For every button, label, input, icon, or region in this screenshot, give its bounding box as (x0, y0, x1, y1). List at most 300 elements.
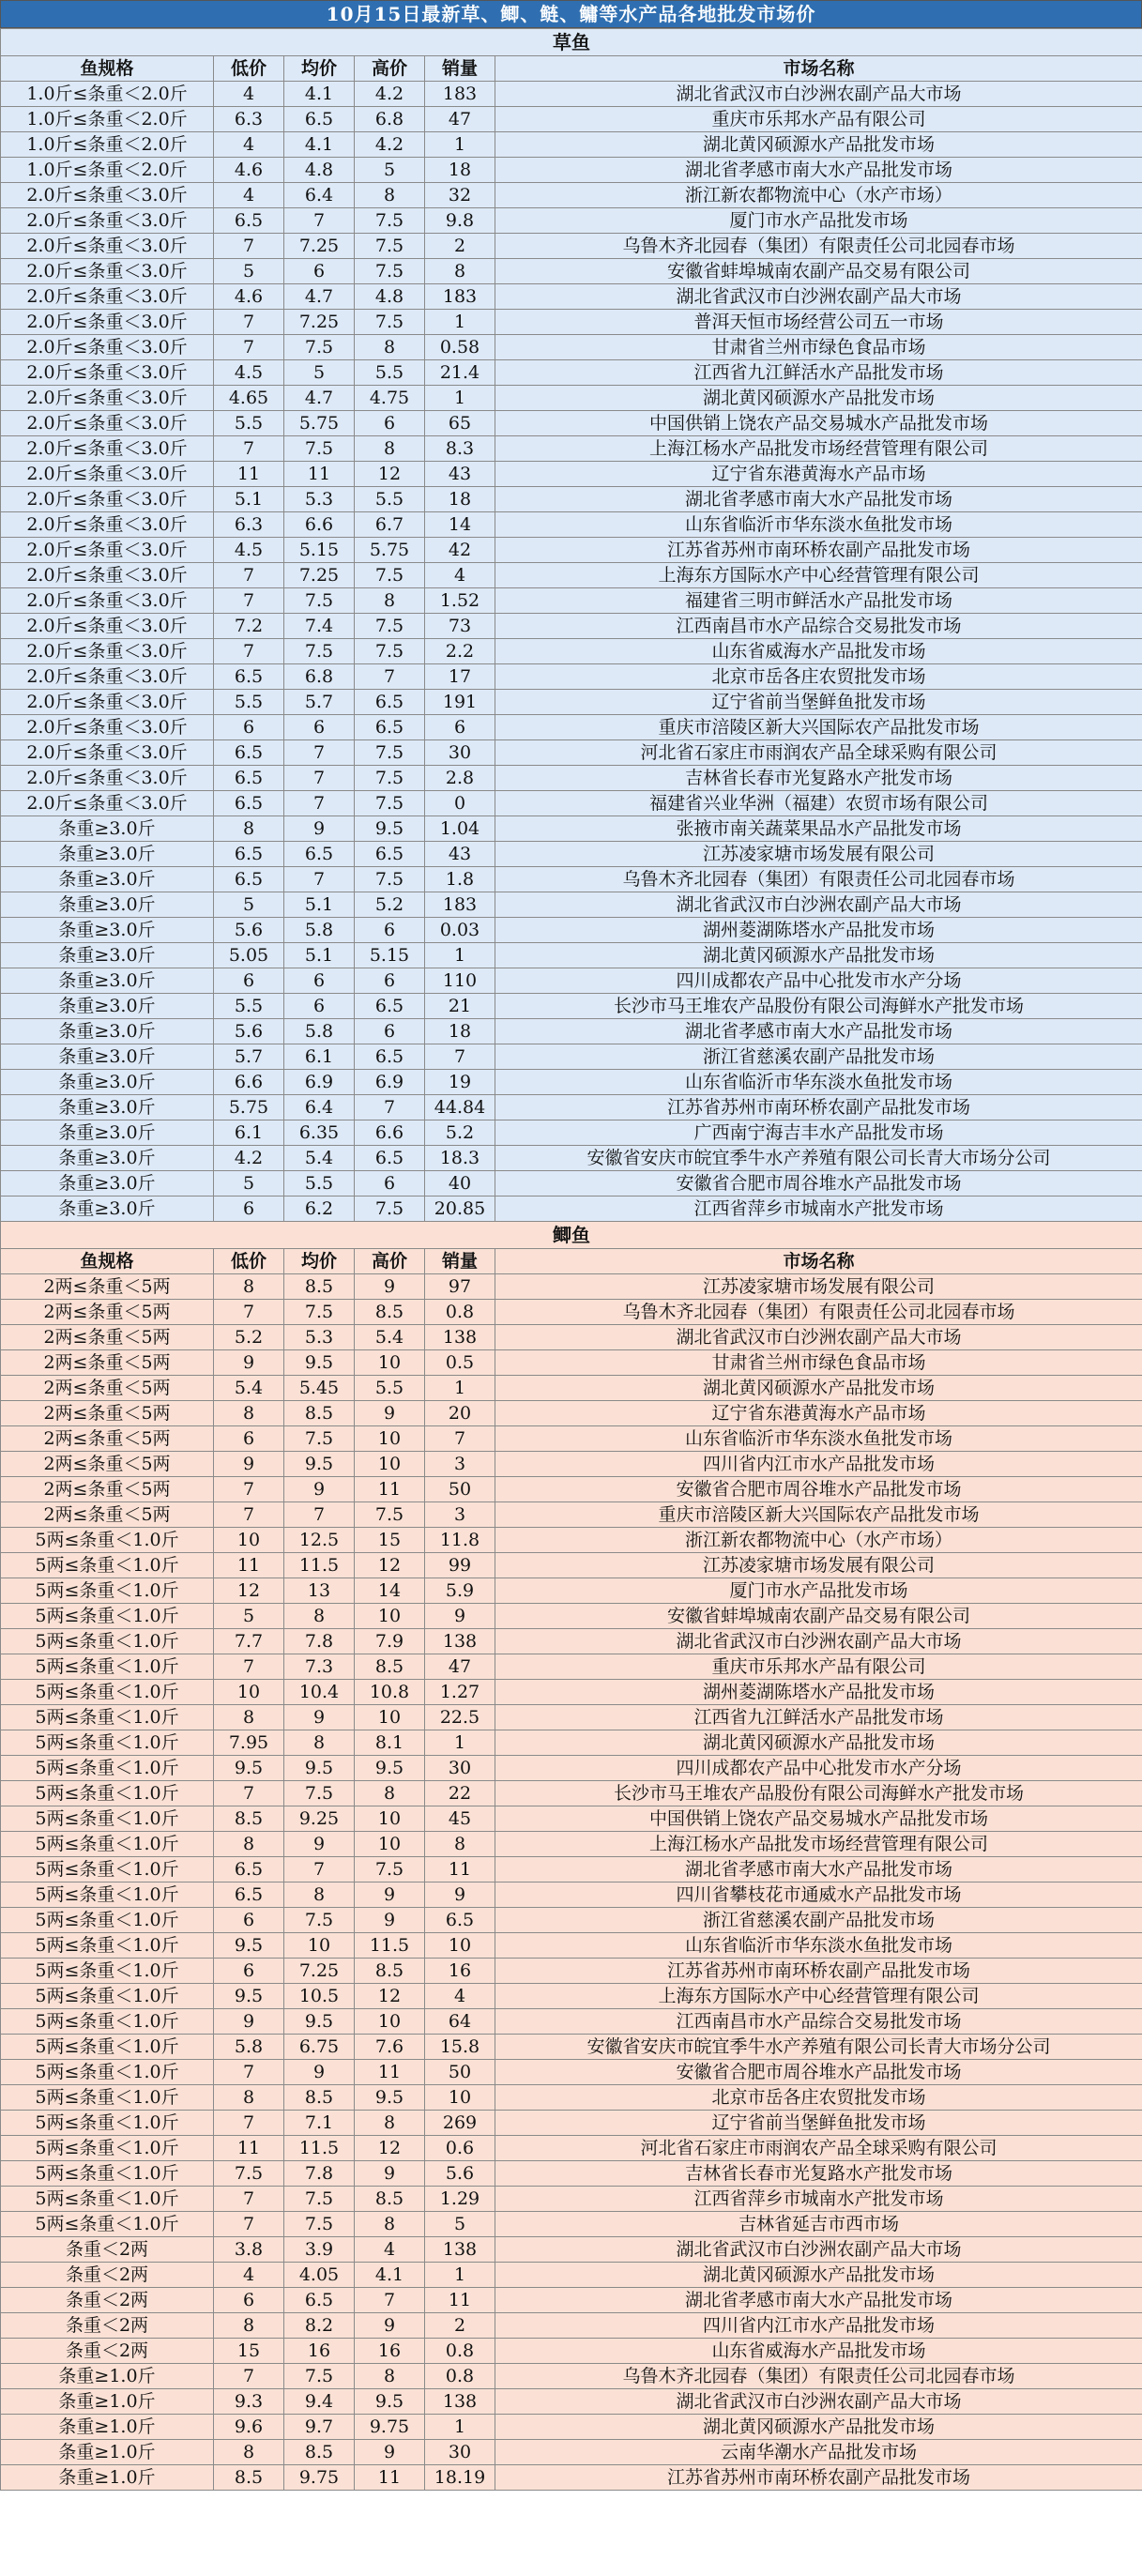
cell-market-name: 普洱天恒市场经营公司五一市场 (495, 310, 1142, 335)
cell-avg-price: 7.5 (284, 2187, 355, 2212)
cell-high-price: 8 (355, 1781, 425, 1806)
table-row (1, 1553, 1142, 1578)
cell-spec: 5两≤条重＜1.0斤 (1, 1781, 214, 1806)
cell-high-price: 7.5 (355, 234, 425, 259)
cell-spec: 5两≤条重＜1.0斤 (1, 1882, 214, 1908)
table-row (1, 462, 1142, 487)
cell-high-price: 9 (355, 2440, 425, 2465)
cell-avg-price: 5.7 (284, 690, 355, 715)
table-row (1, 1325, 1142, 1350)
cell-volume: 17 (425, 664, 495, 690)
cell-market-name: 江苏省苏州市南环桥农副产品批发市场 (495, 2465, 1142, 2491)
cell-high-price: 6.5 (355, 1044, 425, 1070)
cell-high-price: 7 (355, 2288, 425, 2313)
cell-avg-price: 7.3 (284, 1654, 355, 1680)
cell-market-name: 上海江杨水产品批发市场经营管理有限公司 (495, 436, 1142, 462)
table-row (1, 563, 1142, 588)
cell-spec: 5两≤条重＜1.0斤 (1, 1984, 214, 2009)
cell-high-price: 11.5 (355, 1933, 425, 1959)
table-row (1, 512, 1142, 538)
cell-volume: 30 (425, 1756, 495, 1781)
cell-low-price: 10 (214, 1528, 284, 1553)
cell-high-price: 7.9 (355, 1629, 425, 1654)
cell-high-price: 8 (355, 335, 425, 360)
cell-high-price: 5.2 (355, 892, 425, 918)
cell-volume: 19 (425, 1070, 495, 1095)
cell-market-name: 湖北省武汉市白沙洲农副产品大市场 (495, 2237, 1142, 2263)
cell-market-name: 中国供销上饶农产品交易城水产品批发市场 (495, 411, 1142, 436)
cell-low-price: 5.5 (214, 994, 284, 1019)
section-header (1, 29, 1142, 56)
cell-spec: 5两≤条重＜1.0斤 (1, 2060, 214, 2085)
table-row (1, 82, 1142, 107)
column-header-low-price: 低价 (214, 1249, 284, 1274)
table-row (1, 1095, 1142, 1120)
cell-spec: 条重≥3.0斤 (1, 1095, 214, 1120)
cell-low-price: 4.2 (214, 1146, 284, 1171)
cell-avg-price: 5 (284, 360, 355, 386)
column-header-spec: 鱼规格 (1, 56, 214, 82)
table-row (1, 1300, 1142, 1325)
cell-low-price: 7 (214, 234, 284, 259)
cell-volume: 0.8 (425, 1300, 495, 1325)
cell-avg-price: 6.5 (284, 107, 355, 132)
table-row (1, 1882, 1142, 1908)
cell-high-price: 9.5 (355, 1756, 425, 1781)
cell-high-price: 8 (355, 436, 425, 462)
cell-market-name: 江西南昌市水产品综合交易批发市场 (495, 614, 1142, 639)
cell-spec: 2.0斤≤条重＜3.0斤 (1, 639, 214, 664)
cell-spec: 1.0斤≤条重＜2.0斤 (1, 82, 214, 107)
cell-market-name: 中国供销上饶农产品交易城水产品批发市场 (495, 1806, 1142, 1832)
cell-low-price: 4.6 (214, 158, 284, 183)
cell-high-price: 12 (355, 2136, 425, 2161)
cell-avg-price: 9.4 (284, 2389, 355, 2415)
cell-spec: 2.0斤≤条重＜3.0斤 (1, 462, 214, 487)
table-row (1, 892, 1142, 918)
cell-volume: 138 (425, 1629, 495, 1654)
cell-spec: 2两≤条重＜5两 (1, 1274, 214, 1300)
cell-avg-price: 7.5 (284, 1908, 355, 1933)
table-row (1, 208, 1142, 234)
cell-spec: 2两≤条重＜5两 (1, 1502, 214, 1528)
cell-avg-price: 6.2 (284, 1197, 355, 1222)
cell-low-price: 4 (214, 183, 284, 208)
cell-volume: 44.84 (425, 1095, 495, 1120)
cell-avg-price: 9.25 (284, 1806, 355, 1832)
cell-volume: 18 (425, 487, 495, 512)
cell-spec: 2两≤条重＜5两 (1, 1477, 214, 1502)
cell-volume: 8 (425, 1832, 495, 1857)
cell-market-name: 福建省三明市鲜活水产品批发市场 (495, 588, 1142, 614)
cell-high-price: 10.8 (355, 1680, 425, 1705)
cell-market-name: 湖北黄冈硕源水产品批发市场 (495, 1376, 1142, 1401)
cell-spec: 2.0斤≤条重＜3.0斤 (1, 588, 214, 614)
cell-market-name: 辽宁省前当堡鲜鱼批发市场 (495, 690, 1142, 715)
cell-spec: 2.0斤≤条重＜3.0斤 (1, 690, 214, 715)
cell-market-name: 安徽省合肥市周谷堆水产品批发市场 (495, 1477, 1142, 1502)
table-row (1, 2060, 1142, 2085)
cell-spec: 5两≤条重＜1.0斤 (1, 1654, 214, 1680)
cell-market-name: 湖州菱湖陈塔水产品批发市场 (495, 1680, 1142, 1705)
table-row (1, 816, 1142, 842)
cell-market-name: 湖州菱湖陈塔水产品批发市场 (495, 918, 1142, 943)
cell-volume: 18 (425, 1019, 495, 1044)
cell-volume: 183 (425, 82, 495, 107)
table-row (1, 1629, 1142, 1654)
cell-spec: 5两≤条重＜1.0斤 (1, 2111, 214, 2136)
cell-market-name: 安徽省安庆市皖宜季牛水产养殖有限公司长青大市场分公司 (495, 2035, 1142, 2060)
cell-low-price: 11 (214, 1553, 284, 1578)
cell-low-price: 9 (214, 1350, 284, 1376)
cell-market-name: 重庆市涪陵区新大兴国际农产品批发市场 (495, 715, 1142, 740)
cell-avg-price: 4.7 (284, 284, 355, 310)
table-row (1, 943, 1142, 968)
table-row (1, 614, 1142, 639)
cell-low-price: 7 (214, 2364, 284, 2389)
cell-low-price: 6.5 (214, 791, 284, 816)
cell-low-price: 4 (214, 2263, 284, 2288)
cell-market-name: 江西省萍乡市城南水产批发市场 (495, 2187, 1142, 2212)
cell-volume: 3 (425, 1502, 495, 1528)
cell-spec: 2两≤条重＜5两 (1, 1452, 214, 1477)
cell-high-price: 7.5 (355, 563, 425, 588)
cell-spec: 条重≥3.0斤 (1, 994, 214, 1019)
table-row (1, 2212, 1142, 2237)
cell-low-price: 5.4 (214, 1376, 284, 1401)
cell-high-price: 6.5 (355, 1146, 425, 1171)
cell-avg-price: 8 (284, 1604, 355, 1629)
table-row (1, 2161, 1142, 2187)
cell-low-price: 4.65 (214, 386, 284, 411)
cell-high-price: 7.5 (355, 740, 425, 766)
cell-spec: 条重≥1.0斤 (1, 2465, 214, 2491)
column-header-row (1, 56, 1142, 82)
table-row (1, 284, 1142, 310)
cell-market-name: 重庆市乐邦水产品有限公司 (495, 107, 1142, 132)
table-row (1, 1019, 1142, 1044)
cell-spec: 5两≤条重＜1.0斤 (1, 2035, 214, 2060)
cell-avg-price: 8 (284, 1882, 355, 1908)
table-row (1, 1171, 1142, 1197)
cell-avg-price: 6.35 (284, 1120, 355, 1146)
cell-volume: 97 (425, 1274, 495, 1300)
cell-high-price: 6.5 (355, 715, 425, 740)
cell-low-price: 9 (214, 2009, 284, 2035)
table-row (1, 715, 1142, 740)
cell-spec: 条重≥3.0斤 (1, 1019, 214, 1044)
cell-avg-price: 7.5 (284, 639, 355, 664)
cell-low-price: 9 (214, 1452, 284, 1477)
cell-high-price: 9 (355, 1882, 425, 1908)
column-header-avg-price: 均价 (284, 1249, 355, 1274)
cell-market-name: 云南华潮水产品批发市场 (495, 2440, 1142, 2465)
cell-market-name: 湖北黄冈硕源水产品批发市场 (495, 2415, 1142, 2440)
cell-volume: 22.5 (425, 1705, 495, 1730)
column-header-spec: 鱼规格 (1, 1249, 214, 1274)
cell-avg-price: 9 (284, 1477, 355, 1502)
cell-high-price: 6 (355, 1019, 425, 1044)
cell-low-price: 6 (214, 2288, 284, 2313)
cell-high-price: 14 (355, 1578, 425, 1604)
cell-avg-price: 7 (284, 208, 355, 234)
cell-high-price: 11 (355, 1477, 425, 1502)
cell-low-price: 5.8 (214, 2035, 284, 2060)
cell-avg-price: 9 (284, 2060, 355, 2085)
cell-market-name: 山东省临沂市华东淡水鱼批发市场 (495, 512, 1142, 538)
column-header-market-name: 市场名称 (495, 56, 1142, 82)
column-header-volume: 销量 (425, 1249, 495, 1274)
cell-low-price: 7.7 (214, 1629, 284, 1654)
cell-avg-price: 5.15 (284, 538, 355, 563)
cell-avg-price: 7 (284, 1502, 355, 1528)
cell-avg-price: 9 (284, 816, 355, 842)
table-row (1, 1730, 1142, 1756)
table-row (1, 2035, 1142, 2060)
cell-high-price: 4.2 (355, 132, 425, 158)
cell-market-name: 辽宁省前当堡鲜鱼批发市场 (495, 2111, 1142, 2136)
cell-high-price: 5 (355, 158, 425, 183)
cell-market-name: 乌鲁木齐北园春（集团）有限责任公司北园春市场 (495, 867, 1142, 892)
cell-spec: 条重≥1.0斤 (1, 2389, 214, 2415)
cell-low-price: 6 (214, 968, 284, 994)
cell-avg-price: 13 (284, 1578, 355, 1604)
cell-high-price: 6 (355, 918, 425, 943)
cell-volume: 14 (425, 512, 495, 538)
table-row (1, 436, 1142, 462)
cell-spec: 2.0斤≤条重＜3.0斤 (1, 411, 214, 436)
cell-avg-price: 7 (284, 740, 355, 766)
table-row (1, 1502, 1142, 1528)
cell-high-price: 10 (355, 1350, 425, 1376)
table-row (1, 867, 1142, 892)
column-header-volume: 销量 (425, 56, 495, 82)
cell-market-name: 江苏凌家塘市场发展有限公司 (495, 842, 1142, 867)
cell-market-name: 辽宁省东港黄海水产品市场 (495, 462, 1142, 487)
cell-high-price: 10 (355, 2009, 425, 2035)
table-row (1, 2009, 1142, 2035)
cell-volume: 6.5 (425, 1908, 495, 1933)
cell-avg-price: 9.5 (284, 1756, 355, 1781)
cell-avg-price: 5.75 (284, 411, 355, 436)
cell-spec: 条重≥3.0斤 (1, 816, 214, 842)
cell-spec: 5两≤条重＜1.0斤 (1, 2161, 214, 2187)
cell-low-price: 7 (214, 1781, 284, 1806)
column-header-avg-price: 均价 (284, 56, 355, 82)
cell-market-name: 湖北省孝感市南大水产品批发市场 (495, 158, 1142, 183)
cell-volume: 6 (425, 715, 495, 740)
cell-high-price: 15 (355, 1528, 425, 1553)
cell-avg-price: 4.7 (284, 386, 355, 411)
cell-volume: 1 (425, 386, 495, 411)
table-row (1, 2263, 1142, 2288)
cell-market-name: 重庆市乐邦水产品有限公司 (495, 1654, 1142, 1680)
cell-market-name: 安徽省合肥市周谷堆水产品批发市场 (495, 1171, 1142, 1197)
cell-low-price: 4.5 (214, 360, 284, 386)
cell-volume: 9.8 (425, 208, 495, 234)
cell-spec: 5两≤条重＜1.0斤 (1, 1553, 214, 1578)
cell-market-name: 湖北黄冈硕源水产品批发市场 (495, 943, 1142, 968)
cell-market-name: 北京市岳各庄农贸批发市场 (495, 664, 1142, 690)
cell-market-name: 安徽省合肥市周谷堆水产品批发市场 (495, 2060, 1142, 2085)
cell-volume: 1 (425, 943, 495, 968)
cell-spec: 5两≤条重＜1.0斤 (1, 2187, 214, 2212)
cell-volume: 40 (425, 1171, 495, 1197)
cell-low-price: 8 (214, 816, 284, 842)
cell-high-price: 6.5 (355, 994, 425, 1019)
cell-low-price: 8 (214, 1832, 284, 1857)
cell-market-name: 四川省攀枝花市通威水产品批发市场 (495, 1882, 1142, 1908)
cell-high-price: 5.75 (355, 538, 425, 563)
column-header-low-price: 低价 (214, 56, 284, 82)
cell-low-price: 7 (214, 1502, 284, 1528)
cell-avg-price: 9.7 (284, 2415, 355, 2440)
cell-volume: 0.8 (425, 2339, 495, 2364)
cell-low-price: 5.7 (214, 1044, 284, 1070)
cell-low-price: 3.8 (214, 2237, 284, 2263)
price-table-body (1, 29, 1142, 2491)
table-row (1, 2389, 1142, 2415)
cell-volume: 45 (425, 1806, 495, 1832)
cell-volume: 99 (425, 1553, 495, 1578)
cell-high-price: 7.5 (355, 867, 425, 892)
table-row (1, 639, 1142, 664)
cell-market-name: 江西省九江鲜活水产品批发市场 (495, 1705, 1142, 1730)
cell-low-price: 12 (214, 1578, 284, 1604)
cell-high-price: 8 (355, 588, 425, 614)
cell-low-price: 6.5 (214, 1857, 284, 1882)
cell-avg-price: 6.6 (284, 512, 355, 538)
cell-market-name: 湖北省武汉市白沙洲农副产品大市场 (495, 1629, 1142, 1654)
cell-spec: 5两≤条重＜1.0斤 (1, 1806, 214, 1832)
cell-avg-price: 7.25 (284, 563, 355, 588)
table-row (1, 664, 1142, 690)
cell-low-price: 4 (214, 82, 284, 107)
cell-avg-price: 7.5 (284, 1426, 355, 1452)
cell-spec: 条重≥3.0斤 (1, 1070, 214, 1095)
cell-avg-price: 9.5 (284, 1452, 355, 1477)
table-row (1, 2187, 1142, 2212)
cell-market-name: 湖北省孝感市南大水产品批发市场 (495, 2288, 1142, 2313)
table-row (1, 968, 1142, 994)
cell-spec: 5两≤条重＜1.0斤 (1, 1933, 214, 1959)
column-header-high-price: 高价 (355, 56, 425, 82)
cell-low-price: 5.6 (214, 1019, 284, 1044)
cell-avg-price: 7 (284, 766, 355, 791)
table-row (1, 918, 1142, 943)
cell-avg-price: 5.3 (284, 1325, 355, 1350)
cell-market-name: 重庆市涪陵区新大兴国际农产品批发市场 (495, 1502, 1142, 1528)
cell-volume: 9 (425, 1604, 495, 1629)
cell-avg-price: 6 (284, 715, 355, 740)
cell-market-name: 湖北黄冈硕源水产品批发市场 (495, 2263, 1142, 2288)
cell-avg-price: 5.45 (284, 1376, 355, 1401)
cell-market-name: 湖北省武汉市白沙洲农副产品大市场 (495, 1325, 1142, 1350)
table-row (1, 1426, 1142, 1452)
cell-low-price: 7 (214, 310, 284, 335)
table-row (1, 1604, 1142, 1629)
cell-market-name: 上海东方国际水产中心经营管理有限公司 (495, 563, 1142, 588)
table-row (1, 1120, 1142, 1146)
table-row (1, 2085, 1142, 2111)
cell-market-name: 江西省九江鲜活水产品批发市场 (495, 360, 1142, 386)
cell-market-name: 四川成都农产品中心批发市水产分场 (495, 968, 1142, 994)
cell-market-name: 长沙市马王堆农产品股份有限公司海鲜水产批发市场 (495, 994, 1142, 1019)
cell-low-price: 4.5 (214, 538, 284, 563)
cell-avg-price: 7.25 (284, 1959, 355, 1984)
cell-low-price: 5.05 (214, 943, 284, 968)
cell-market-name: 江苏省苏州市南环桥农副产品批发市场 (495, 1959, 1142, 1984)
cell-high-price: 10 (355, 1452, 425, 1477)
table-row (1, 1680, 1142, 1705)
cell-spec: 条重≥3.0斤 (1, 1197, 214, 1222)
cell-spec: 2.0斤≤条重＜3.0斤 (1, 234, 214, 259)
cell-volume: 15.8 (425, 2035, 495, 2060)
cell-spec: 2两≤条重＜5两 (1, 1350, 214, 1376)
table-row (1, 1528, 1142, 1553)
cell-spec: 5两≤条重＜1.0斤 (1, 1756, 214, 1781)
cell-volume: 50 (425, 1477, 495, 1502)
cell-volume: 183 (425, 892, 495, 918)
cell-volume: 18 (425, 158, 495, 183)
cell-high-price: 8.5 (355, 1300, 425, 1325)
table-row (1, 2313, 1142, 2339)
cell-spec: 条重≥3.0斤 (1, 1044, 214, 1070)
cell-spec: 2.0斤≤条重＜3.0斤 (1, 614, 214, 639)
table-row (1, 1857, 1142, 1882)
cell-volume: 30 (425, 2440, 495, 2465)
cell-spec: 5两≤条重＜1.0斤 (1, 1578, 214, 1604)
table-row (1, 740, 1142, 766)
cell-low-price: 6 (214, 1197, 284, 1222)
cell-avg-price: 7.1 (284, 2111, 355, 2136)
cell-low-price: 9.6 (214, 2415, 284, 2440)
table-row (1, 132, 1142, 158)
cell-market-name: 甘肃省兰州市绿色食品市场 (495, 335, 1142, 360)
cell-high-price: 12 (355, 1984, 425, 2009)
cell-low-price: 8.5 (214, 1806, 284, 1832)
cell-high-price: 8.1 (355, 1730, 425, 1756)
cell-spec: 2.0斤≤条重＜3.0斤 (1, 386, 214, 411)
cell-spec: 5两≤条重＜1.0斤 (1, 1629, 214, 1654)
column-header-market-name: 市场名称 (495, 1249, 1142, 1274)
cell-high-price: 8 (355, 2111, 425, 2136)
cell-volume: 10 (425, 1933, 495, 1959)
cell-market-name: 湖北黄冈硕源水产品批发市场 (495, 386, 1142, 411)
cell-spec: 2.0斤≤条重＜3.0斤 (1, 259, 214, 284)
cell-market-name: 山东省威海水产品批发市场 (495, 2339, 1142, 2364)
cell-avg-price: 11.5 (284, 2136, 355, 2161)
cell-avg-price: 7.25 (284, 310, 355, 335)
cell-volume: 1.27 (425, 1680, 495, 1705)
cell-avg-price: 12.5 (284, 1528, 355, 1553)
cell-spec: 5两≤条重＜1.0斤 (1, 1959, 214, 1984)
table-row (1, 310, 1142, 335)
cell-avg-price: 10.4 (284, 1680, 355, 1705)
cell-avg-price: 5.1 (284, 943, 355, 968)
cell-high-price: 6 (355, 968, 425, 994)
cell-high-price: 7.6 (355, 2035, 425, 2060)
cell-spec: 2.0斤≤条重＜3.0斤 (1, 538, 214, 563)
cell-avg-price: 6.75 (284, 2035, 355, 2060)
cell-high-price: 12 (355, 462, 425, 487)
cell-high-price: 11 (355, 2060, 425, 2085)
cell-high-price: 9 (355, 2161, 425, 2187)
cell-avg-price: 16 (284, 2339, 355, 2364)
cell-market-name: 上海江杨水产品批发市场经营管理有限公司 (495, 1832, 1142, 1857)
cell-spec: 条重＜2两 (1, 2313, 214, 2339)
cell-high-price: 7.5 (355, 614, 425, 639)
